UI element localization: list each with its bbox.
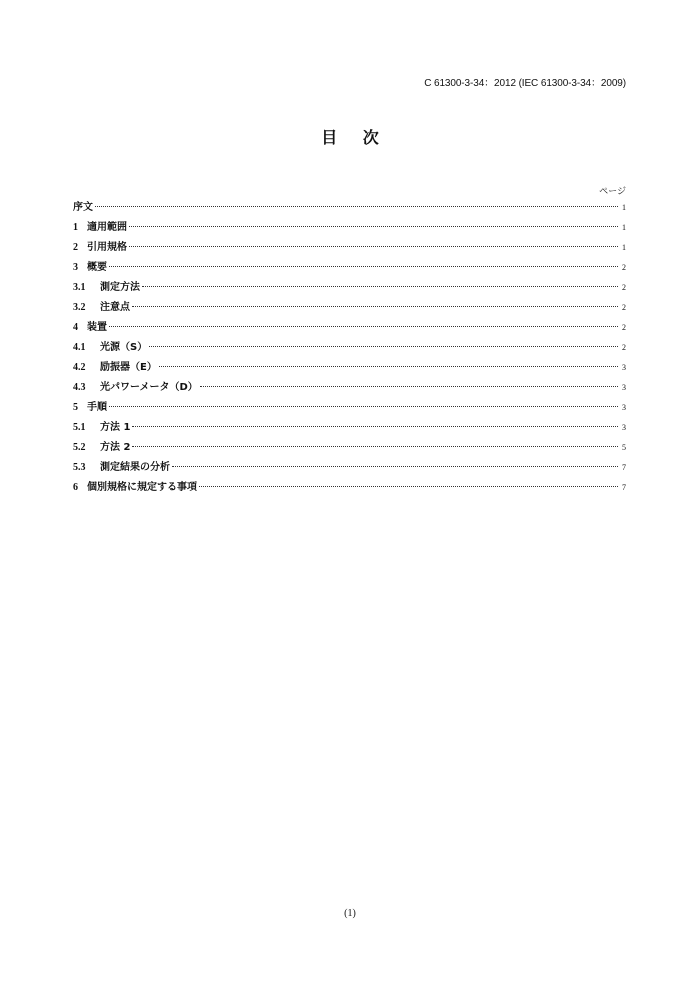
toc-entry-label: 引用規格 [87, 242, 127, 253]
toc-entry-3-1[interactable] [73, 278, 626, 298]
toc-entry-label: 手順 [87, 402, 107, 413]
toc-entry-label: 序文 [73, 202, 93, 213]
dot-leader [132, 306, 618, 307]
toc-entry-page: 2 [622, 323, 626, 332]
toc-entry-5-2[interactable] [73, 438, 626, 458]
dot-leader [149, 346, 618, 347]
page-column-label: ページ [599, 187, 626, 197]
toc-entry-number: 4.3 [73, 382, 86, 393]
dot-leader [132, 446, 618, 447]
toc-entry-5-3[interactable] [73, 458, 626, 478]
toc-entry-5[interactable] [73, 398, 626, 418]
toc-entry-number: 5.1 [73, 422, 86, 433]
toc-entry-number: 3.2 [73, 302, 86, 313]
toc-entry-number: 4.2 [73, 362, 86, 373]
toc-entry-page: 2 [622, 263, 626, 272]
toc-entry-number: 3 [73, 262, 78, 273]
toc-entry-page: 7 [622, 483, 626, 492]
toc-title: 目 次 [321, 128, 389, 147]
toc-entry-number: 6 [73, 482, 78, 493]
toc-entry-2[interactable] [73, 238, 626, 258]
dot-leader [109, 406, 618, 407]
toc-entry-page: 7 [622, 463, 626, 472]
toc-entry-label: 測定結果の分析 [100, 462, 170, 473]
toc-entry-label: 方法 1 [100, 422, 131, 433]
dot-leader [132, 426, 618, 427]
toc-entry-label: 光パワーメータ（D） [100, 382, 198, 393]
toc-entry-preface[interactable] [73, 198, 626, 218]
dot-leader [199, 486, 618, 487]
toc-entry-page: 1 [622, 223, 626, 232]
table-of-contents [73, 198, 626, 498]
toc-entry-label: 適用範囲 [87, 222, 127, 233]
page-number: (1) [344, 908, 356, 919]
dot-leader [159, 366, 618, 367]
toc-entry-number: 1 [73, 222, 78, 233]
toc-entry-4-3[interactable] [73, 378, 626, 398]
toc-entry-number: 2 [73, 242, 78, 253]
toc-entry-number: 4 [73, 322, 78, 333]
toc-entry-label: 光源（S） [100, 342, 148, 353]
toc-entry-3-2[interactable] [73, 298, 626, 318]
toc-entry-number: 5.2 [73, 442, 86, 453]
toc-entry-page: 3 [622, 403, 626, 412]
dot-leader [109, 326, 618, 327]
toc-entry-5-1[interactable] [73, 418, 626, 438]
toc-entry-page: 5 [622, 443, 626, 452]
toc-entry-number: 5 [73, 402, 78, 413]
toc-entry-number: 3.1 [73, 282, 86, 293]
toc-entry-label: 励振器（E） [100, 362, 157, 373]
toc-entry-page: 3 [622, 383, 626, 392]
dot-leader [142, 286, 618, 287]
toc-entry-page: 2 [622, 343, 626, 352]
toc-entry-6[interactable] [73, 478, 626, 498]
dot-leader [129, 246, 618, 247]
toc-entry-number: 5.3 [73, 462, 86, 473]
toc-entry-4-2[interactable] [73, 358, 626, 378]
document-identifier: C 61300-3-34：2012 (IEC 61300-3-34：2009) [424, 78, 626, 89]
toc-entry-page: 1 [622, 243, 626, 252]
toc-entry-label: 個別規格に規定する事項 [87, 482, 197, 493]
toc-entry-4[interactable] [73, 318, 626, 338]
toc-entry-label: 概要 [87, 262, 107, 273]
toc-entry-page: 3 [622, 363, 626, 372]
toc-entry-label: 測定方法 [100, 282, 140, 293]
toc-entry-label: 注意点 [100, 302, 130, 313]
toc-entry-page: 3 [622, 423, 626, 432]
toc-entry-page: 2 [622, 303, 626, 312]
toc-entry-3[interactable] [73, 258, 626, 278]
dot-leader [129, 226, 618, 227]
toc-entry-4-1[interactable] [73, 338, 626, 358]
toc-entry-label: 装置 [87, 322, 107, 333]
dot-leader [200, 386, 618, 387]
toc-entry-number: 4.1 [73, 342, 86, 353]
toc-entry-1[interactable] [73, 218, 626, 238]
dot-leader [109, 266, 618, 267]
toc-entry-label: 方法 2 [100, 442, 131, 453]
dot-leader [95, 206, 618, 207]
toc-entry-page: 1 [622, 203, 626, 212]
dot-leader [172, 466, 618, 467]
toc-entry-page: 2 [622, 283, 626, 292]
